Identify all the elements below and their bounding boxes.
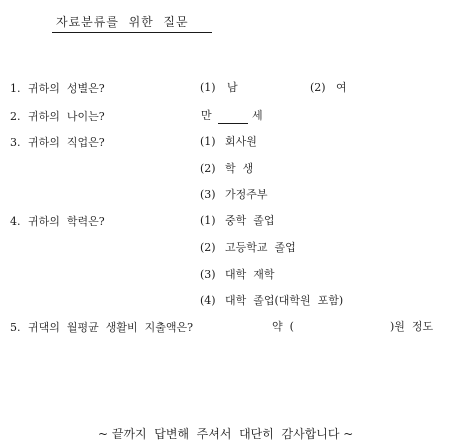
title-underline	[52, 32, 212, 33]
question-5-number: 5.	[10, 321, 21, 334]
education-option-3-number: (3)	[200, 268, 216, 281]
question-3-number: 3.	[10, 136, 21, 149]
education-option-4-number: (4)	[200, 294, 216, 307]
gender-option-1-label[interactable]: 남	[227, 81, 238, 94]
question-5-text: 귀댁의 월평균 생활비 지출액은?	[28, 321, 194, 334]
occupation-option-1-label[interactable]: 회사원	[225, 135, 257, 148]
occupation-option-3-label[interactable]: 가정주부	[225, 188, 268, 201]
question-4-number: 4.	[10, 215, 21, 228]
gender-option-1-number: (1)	[200, 81, 216, 94]
occupation-option-1-number: (1)	[200, 135, 216, 148]
expense-suffix: )원 정도	[390, 320, 434, 333]
footer-thanks: ~ 끝까지 답변해 주셔서 대단히 감사합니다 ~	[98, 427, 354, 441]
education-option-2-number: (2)	[200, 241, 216, 254]
question-2-text: 귀하의 나이는?	[28, 110, 105, 123]
question-1-text: 귀하의 성별은?	[28, 82, 105, 95]
education-option-3-label[interactable]: 대학 재학	[225, 268, 275, 281]
page-title: 자료분류를 위한 질문	[56, 15, 189, 29]
question-3-text: 귀하의 직업은?	[28, 136, 105, 149]
education-option-4-label[interactable]: 대학 졸업(대학원 포함)	[225, 294, 344, 307]
question-2-number: 2.	[10, 110, 21, 123]
gender-option-2-number: (2)	[310, 81, 326, 94]
age-suffix: 세	[252, 109, 263, 122]
expense-blank-field[interactable]	[312, 318, 388, 334]
education-option-1-label[interactable]: 중학 졸업	[225, 214, 275, 227]
occupation-option-3-number: (3)	[200, 188, 216, 201]
age-prefix: 만	[201, 109, 212, 122]
age-blank-field[interactable]	[218, 123, 248, 124]
occupation-option-2-number: (2)	[200, 162, 216, 175]
question-4-text: 귀하의 학력은?	[28, 215, 105, 228]
expense-prefix: 약 (	[272, 320, 294, 333]
education-option-2-label[interactable]: 고등학교 졸업	[225, 241, 296, 254]
question-1-number: 1.	[10, 82, 21, 95]
education-option-1-number: (1)	[200, 214, 216, 227]
occupation-option-2-label[interactable]: 학 생	[225, 162, 254, 175]
gender-option-2-label[interactable]: 여	[336, 81, 347, 94]
